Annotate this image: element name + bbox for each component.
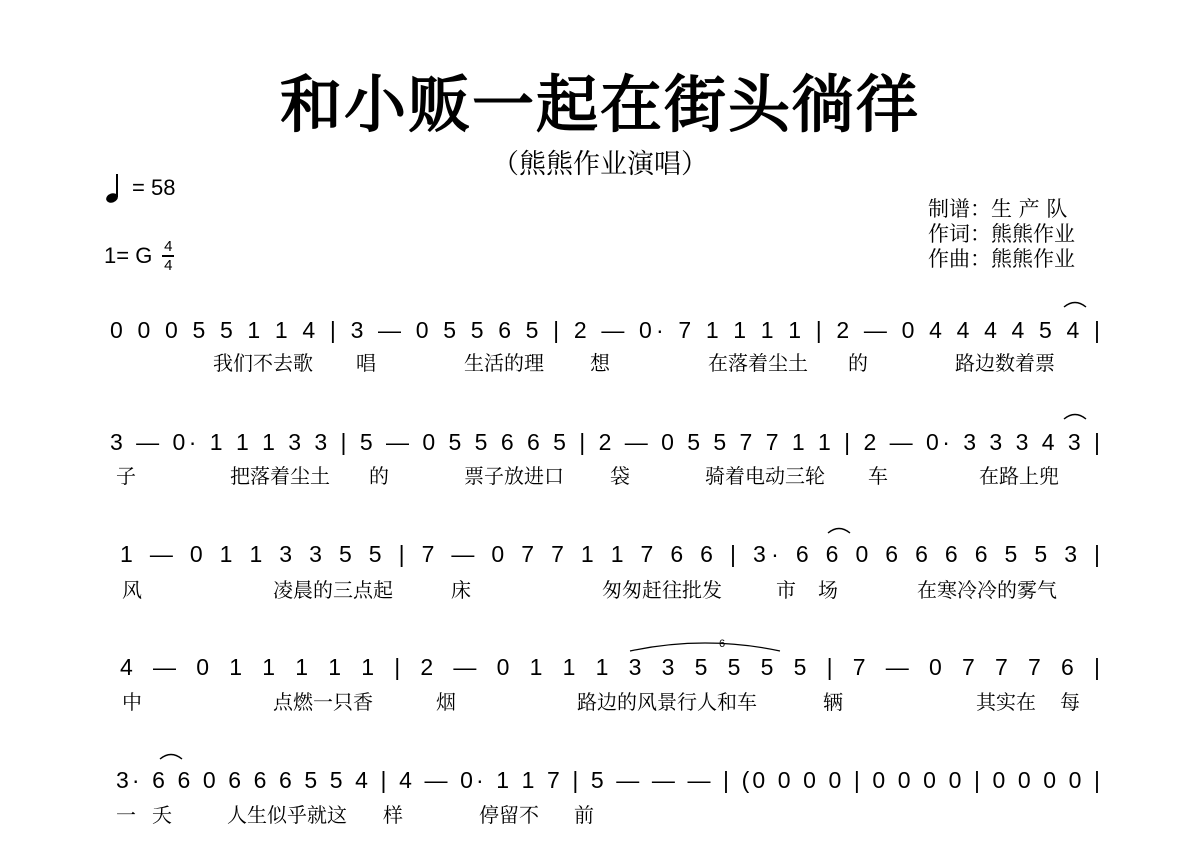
lyric: 生活的理 (464, 351, 544, 375)
lyric: 想 (590, 351, 610, 375)
tuplet-number: 6 (719, 638, 726, 650)
lyric: 凌晨的三点起 (273, 578, 393, 602)
notation-text-3: 1 — 0 1 1 3 3 5 5 | 7 — 0 7 7 1 1 7 6 6 | 3· 6 6 0 6 6 6 6 5 5 3 | (120, 541, 1100, 567)
lyric: 辆 (823, 690, 843, 714)
lyric: 其实在 (976, 690, 1036, 714)
notation-row-5 (0, 750, 1200, 810)
lyric: 把落着尘土 (230, 464, 330, 488)
credit-lyricist: 作词：熊熊作业 (928, 222, 1075, 246)
time-denominator: 4 (164, 256, 173, 274)
notation-text-1: 0 0 0 5 5 1 1 4 | 3 — 0 5 5 6 5 | 2 — 0· 7 1 1 1 1 | 2 — 0 4 4 4 4 5 4 | (110, 317, 1100, 343)
lyric: 的 (848, 351, 868, 375)
lyric: 样 (383, 803, 403, 827)
notation-text-4: 4 — 0 1 1 1 1 1 | 2 — 0 1 1 1 3 3 5 5 5 5 | 7 — 0 7 7 7 6 | (120, 654, 1101, 680)
notation-row-3 (0, 524, 1200, 584)
lyric: 点燃一只香 (273, 690, 373, 714)
lyric: 中 (122, 690, 142, 714)
staff-line-3 (0, 524, 1200, 624)
lyric: 风 (122, 578, 142, 602)
key-label: 1= G (104, 243, 153, 268)
time-numerator: 4 (164, 238, 173, 256)
key-signature (104, 236, 174, 276)
notation-text-2: 3 — 0· 1 1 1 3 3 | 5 — 0 5 5 6 6 5 | 2 — 0 5 5 7 7 1 1 | 2 — 0· 3 3 3 4 3 | (110, 429, 1100, 455)
lyric: 在路上兜 (979, 464, 1059, 488)
credit-composer: 作曲：熊熊作业 (928, 247, 1075, 271)
lyric: 骑着电动三轮 (705, 464, 825, 488)
lyric: 一 (116, 803, 136, 827)
lyric: 停留不 (479, 803, 539, 827)
lyric: 前 (574, 803, 594, 827)
song-subtitle: （熊熊作业演唱） (492, 149, 708, 180)
notation-row-4 (0, 637, 1200, 697)
lyric: 路边的风景行人和车 (577, 690, 757, 714)
lyric: 在寒冷冷的雾气 (917, 578, 1057, 602)
tempo-marking (104, 172, 175, 204)
lyric: 烟 (436, 690, 456, 714)
time-signature (162, 239, 174, 273)
lyric: 子 (116, 464, 136, 488)
lyric: 夭 (152, 803, 172, 827)
lyric: 唱 (356, 351, 376, 375)
lyric: 人生似乎就这 (227, 803, 347, 827)
lyric: 在落着尘土 (708, 351, 808, 375)
lyric: 袋 (610, 464, 630, 488)
lyric: 我们不去歌 (213, 351, 313, 375)
notation-text-5: 3· 6 6 0 6 6 6 5 5 4 | 4 — 0· 1 1 7 | 5 — — — | (0 0 0 0 | 0 0 0 0 | 0 0 0 0 | (116, 767, 1101, 793)
staff-line-4 (0, 637, 1200, 737)
tempo-value: = 58 (132, 175, 176, 200)
song-title: 和小贩一起在街头徜徉 (279, 68, 920, 141)
lyric: 床 (451, 578, 471, 602)
lyric: 每 (1060, 690, 1080, 714)
credits-block (928, 197, 1075, 272)
credit-arranger: 制谱：生 产 队 (928, 197, 1068, 221)
lyric: 匆匆赶往批发 (602, 578, 722, 602)
lyric: 车 (868, 464, 888, 488)
staff-line-5 (0, 750, 1200, 850)
lyric: 的 (369, 464, 389, 488)
lyric: 票子放进口 (464, 464, 564, 488)
lyric: 市 (776, 578, 796, 602)
quarter-note-icon (104, 172, 122, 204)
lyric: 场 (818, 578, 838, 602)
staff-line-2 (0, 412, 1200, 512)
lyric: 路边数着票 (955, 351, 1055, 375)
